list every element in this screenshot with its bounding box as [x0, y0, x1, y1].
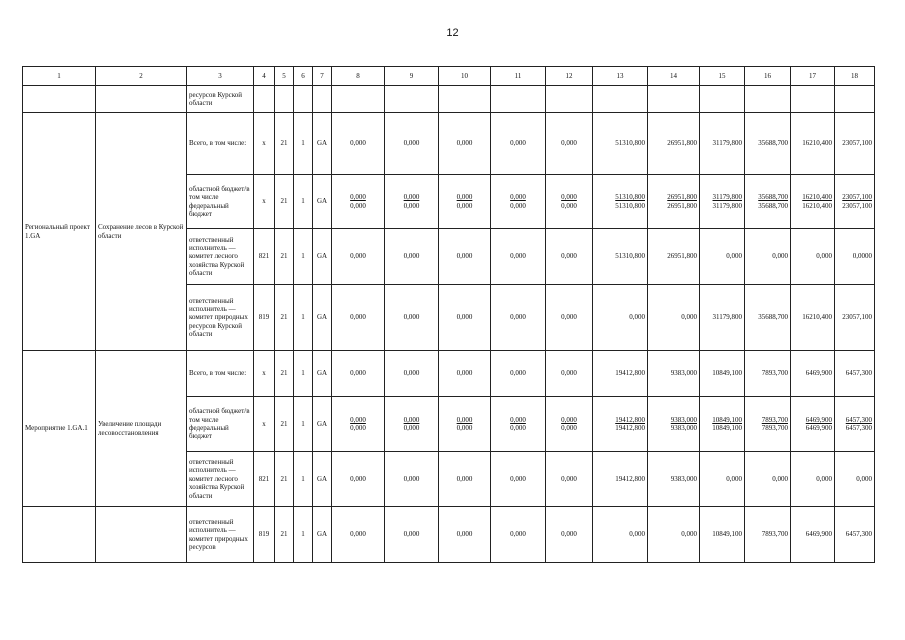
amount-cell: 0,000: [791, 452, 835, 507]
amount-cell: 0,000: [791, 229, 835, 285]
amount-regional: 0,000: [403, 193, 420, 202]
code-cell: 1: [294, 397, 313, 452]
amount-regional: 0,000: [561, 193, 577, 202]
column-header-13: 13: [593, 67, 648, 86]
funding-source-cell: Всего, в том числе:: [187, 351, 254, 397]
amount-cell: 0,000: [439, 113, 491, 175]
amount-federal: 51310,800: [615, 201, 645, 210]
amount-cell: [385, 175, 439, 229]
amount-cell: 16210,400: [791, 113, 835, 175]
amount-cell: 0,000: [332, 507, 385, 563]
amount-federal: 9383,000: [670, 424, 697, 432]
code-cell: 21: [275, 175, 294, 229]
amount-federal: 0,000: [510, 201, 526, 210]
amount-cell: 0,000: [439, 452, 491, 507]
code-cell: [275, 86, 294, 113]
amount-cell: [835, 175, 875, 229]
amount-regional: 16210,400: [802, 193, 832, 202]
code-cell: [313, 86, 332, 113]
amount-regional: 31179,800: [712, 193, 742, 202]
funding-source-cell: ответственный исполнитель — комитет природных ресурсов Курской области: [187, 285, 254, 351]
amount-cell: 16210,400: [791, 285, 835, 351]
amount-regional: 0,000: [456, 415, 473, 424]
amount-cell: 0,0000: [835, 229, 875, 285]
code-cell: GA: [313, 351, 332, 397]
amount-cell: 0,000: [745, 229, 791, 285]
amount-cell: [700, 397, 745, 452]
amount-cell: [835, 397, 875, 452]
amount-federal: 26951,800: [667, 201, 697, 210]
column-header-6: 6: [294, 67, 313, 86]
amount-cell: 51310,800: [593, 113, 648, 175]
funding-source-cell: областной бюджет/в том числе федеральный бюджет: [187, 175, 254, 229]
header-row: [23, 67, 875, 86]
amount-cell: [791, 86, 835, 113]
column-header-7: 7: [313, 67, 332, 86]
amount-cell: 0,000: [491, 113, 546, 175]
program-element-cell: Региональный проект 1.GA: [23, 113, 96, 351]
amount-cell: 0,000: [546, 351, 593, 397]
code-cell: 1: [294, 452, 313, 507]
amount-cell: 31179,800: [700, 285, 745, 351]
amount-cell: [439, 397, 491, 452]
amount-cell: 0,000: [332, 351, 385, 397]
amount-federal: 6469,900: [805, 424, 832, 432]
code-cell: 821: [254, 229, 275, 285]
program-title-cell: [96, 86, 187, 113]
amount-cell: 35688,700: [745, 285, 791, 351]
column-header-11: 11: [491, 67, 546, 86]
amount-federal: 0,000: [350, 201, 366, 210]
amount-cell: 35688,700: [745, 113, 791, 175]
code-cell: х: [254, 175, 275, 229]
amount-federal: 10849,100: [712, 424, 742, 432]
amount-cell: 10849,100: [700, 507, 745, 563]
amount-cell: 7893,700: [745, 507, 791, 563]
amount-regional: 6469,900: [805, 415, 832, 424]
amount-cell: 0,000: [385, 285, 439, 351]
amount-cell: [546, 397, 593, 452]
amount-cell: 0,000: [745, 452, 791, 507]
amount-cell: 0,000: [546, 507, 593, 563]
funding-source-cell: Всего, в том числе:: [187, 113, 254, 175]
amount-regional: 35688,700: [758, 193, 788, 202]
code-cell: [254, 86, 275, 113]
amount-regional: 0,000: [456, 193, 473, 202]
amount-cell: 0,000: [546, 113, 593, 175]
amount-cell: 0,000: [700, 229, 745, 285]
amount-cell: 0,000: [385, 229, 439, 285]
program-element-cell: Мероприятие 1.GA.1: [23, 351, 96, 507]
amount-federal: 35688,700: [758, 201, 788, 210]
funding-source-cell: ответственный исполнитель — комитет лесного хозяйства Курской области: [187, 452, 254, 507]
amount-cell: 0,000: [332, 229, 385, 285]
page-number: 12: [446, 27, 459, 39]
amount-cell: 6469,900: [791, 351, 835, 397]
amount-cell: 9383,000: [648, 452, 700, 507]
amount-regional: 0,000: [403, 415, 420, 424]
code-cell: 21: [275, 113, 294, 175]
amount-federal: 23057,100: [842, 201, 872, 210]
amount-cell: [700, 175, 745, 229]
program-title-cell: Сохранение лесов в Курской области: [96, 113, 187, 351]
code-cell: GA: [313, 229, 332, 285]
code-cell: 1: [294, 113, 313, 175]
column-header-2: 2: [96, 67, 187, 86]
amount-cell: [332, 175, 385, 229]
amount-federal: 0,000: [456, 424, 473, 432]
column-header-10: 10: [439, 67, 491, 86]
amount-cell: [648, 175, 700, 229]
amount-cell: 23057,100: [835, 113, 875, 175]
amount-cell: [791, 175, 835, 229]
amount-cell: [593, 175, 648, 229]
amount-cell: 6469,900: [791, 507, 835, 563]
amount-federal: 0,000: [403, 201, 420, 210]
code-cell: GA: [313, 285, 332, 351]
amount-cell: 0,000: [648, 285, 700, 351]
amount-cell: 0,000: [491, 229, 546, 285]
amount-federal: 16210,400: [802, 201, 832, 210]
table-row: [23, 507, 875, 563]
amount-cell: 0,000: [332, 285, 385, 351]
amount-federal: 19412,800: [615, 424, 645, 432]
column-header-15: 15: [700, 67, 745, 86]
funding-source-cell: ответственный исполнитель — комитет природных ресурсов: [187, 507, 254, 563]
column-header-1: 1: [23, 67, 96, 86]
code-cell: GA: [313, 452, 332, 507]
code-cell: 21: [275, 285, 294, 351]
amount-cell: 19412,800: [593, 452, 648, 507]
code-cell: х: [254, 351, 275, 397]
table-row: [23, 351, 875, 397]
code-cell: 1: [294, 351, 313, 397]
amount-cell: [745, 86, 791, 113]
amount-cell: [648, 86, 700, 113]
amount-cell: [648, 397, 700, 452]
amount-cell: 51310,800: [593, 229, 648, 285]
amount-federal: 0,000: [350, 424, 366, 432]
code-cell: 819: [254, 507, 275, 563]
amount-cell: 10849,100: [700, 351, 745, 397]
funding-source-cell: ресурсов Курской области: [187, 86, 254, 113]
amount-regional: 10849,100: [712, 415, 742, 424]
funding-source-cell: областной бюджет/в том числе федеральный бюджет: [187, 397, 254, 452]
amount-regional: 51310,800: [615, 193, 645, 202]
amount-cell: 23057,100: [835, 285, 875, 351]
amount-cell: 0,000: [546, 229, 593, 285]
table-row: [23, 86, 875, 113]
code-cell: 1: [294, 507, 313, 563]
column-header-9: 9: [385, 67, 439, 86]
amount-federal: 0,000: [456, 201, 473, 210]
column-header-3: 3: [187, 67, 254, 86]
amount-cell: [491, 397, 546, 452]
amount-cell: 0,000: [439, 351, 491, 397]
amount-cell: 0,000: [546, 452, 593, 507]
column-header-12: 12: [546, 67, 593, 86]
amount-cell: 0,000: [332, 452, 385, 507]
amount-cell: [700, 86, 745, 113]
code-cell: 21: [275, 452, 294, 507]
amount-regional: 0,000: [561, 415, 577, 424]
amount-regional: 6457,300: [845, 415, 872, 424]
program-title-cell: [96, 507, 187, 563]
code-cell: 1: [294, 175, 313, 229]
amount-regional: 0,000: [510, 415, 526, 424]
column-header-8: 8: [332, 67, 385, 86]
code-cell: 21: [275, 507, 294, 563]
code-cell: GA: [313, 175, 332, 229]
table-row: [23, 113, 875, 175]
budget-table: [22, 66, 875, 563]
amount-regional: 19412,800: [615, 415, 645, 424]
amount-cell: [385, 86, 439, 113]
amount-federal: 0,000: [561, 424, 577, 432]
amount-cell: 0,000: [439, 229, 491, 285]
amount-cell: [745, 397, 791, 452]
amount-cell: [439, 175, 491, 229]
amount-cell: [491, 86, 546, 113]
program-element-cell: [23, 507, 96, 563]
amount-cell: [791, 397, 835, 452]
amount-cell: [546, 175, 593, 229]
amount-regional: 0,000: [350, 193, 366, 202]
amount-cell: [385, 397, 439, 452]
amount-regional: 0,000: [350, 415, 366, 424]
amount-cell: 19412,800: [593, 351, 648, 397]
amount-cell: 0,000: [332, 113, 385, 175]
amount-cell: 31179,800: [700, 113, 745, 175]
amount-cell: [745, 175, 791, 229]
amount-cell: 0,000: [593, 507, 648, 563]
column-header-18: 18: [835, 67, 875, 86]
code-cell: GA: [313, 507, 332, 563]
column-header-16: 16: [745, 67, 791, 86]
code-cell: 21: [275, 351, 294, 397]
amount-cell: [332, 86, 385, 113]
amount-cell: 0,000: [491, 285, 546, 351]
amount-regional: 26951,800: [667, 193, 697, 202]
amount-regional: 23057,100: [842, 193, 872, 202]
amount-federal: 0,000: [510, 424, 526, 432]
amount-federal: 0,000: [403, 424, 420, 432]
amount-cell: 26951,800: [648, 113, 700, 175]
amount-cell: [491, 175, 546, 229]
amount-federal: 6457,300: [845, 424, 872, 432]
code-cell: 21: [275, 229, 294, 285]
program-title-cell: Увеличение площади лесовосстановления: [96, 351, 187, 507]
code-cell: х: [254, 113, 275, 175]
amount-cell: 0,000: [385, 507, 439, 563]
amount-cell: 0,000: [648, 507, 700, 563]
amount-cell: 0,000: [385, 113, 439, 175]
code-cell: 21: [275, 397, 294, 452]
amount-regional: 9383,000: [670, 415, 697, 424]
code-cell: 821: [254, 452, 275, 507]
amount-federal: 7893,700: [761, 424, 788, 432]
amount-cell: [439, 86, 491, 113]
code-cell: 819: [254, 285, 275, 351]
amount-cell: 7893,700: [745, 351, 791, 397]
amount-cell: [332, 397, 385, 452]
amount-cell: 6457,300: [835, 507, 875, 563]
amount-cell: 0,000: [439, 285, 491, 351]
column-header-4: 4: [254, 67, 275, 86]
amount-regional: 0,000: [510, 193, 526, 202]
code-cell: х: [254, 397, 275, 452]
code-cell: 1: [294, 285, 313, 351]
amount-cell: 6457,300: [835, 351, 875, 397]
amount-cell: 0,000: [385, 351, 439, 397]
amount-cell: 0,000: [439, 507, 491, 563]
column-header-14: 14: [648, 67, 700, 86]
column-header-17: 17: [791, 67, 835, 86]
amount-federal: 0,000: [561, 201, 577, 210]
program-element-cell: [23, 86, 96, 113]
amount-cell: 0,000: [385, 452, 439, 507]
amount-cell: 9383,000: [648, 351, 700, 397]
code-cell: GA: [313, 113, 332, 175]
code-cell: GA: [313, 397, 332, 452]
amount-cell: 26951,800: [648, 229, 700, 285]
amount-cell: 0,000: [546, 285, 593, 351]
amount-cell: 0,000: [491, 351, 546, 397]
amount-cell: [593, 86, 648, 113]
amount-federal: 31179,800: [712, 201, 742, 210]
amount-cell: 0,000: [491, 452, 546, 507]
amount-cell: [835, 86, 875, 113]
amount-regional: 7893,700: [761, 415, 788, 424]
amount-cell: [546, 86, 593, 113]
column-header-5: 5: [275, 67, 294, 86]
amount-cell: 0,000: [835, 452, 875, 507]
amount-cell: 0,000: [491, 507, 546, 563]
code-cell: 1: [294, 229, 313, 285]
amount-cell: [593, 397, 648, 452]
amount-cell: 0,000: [700, 452, 745, 507]
code-cell: [294, 86, 313, 113]
amount-cell: 0,000: [593, 285, 648, 351]
funding-source-cell: ответственный исполнитель — комитет лесного хозяйства Курской области: [187, 229, 254, 285]
